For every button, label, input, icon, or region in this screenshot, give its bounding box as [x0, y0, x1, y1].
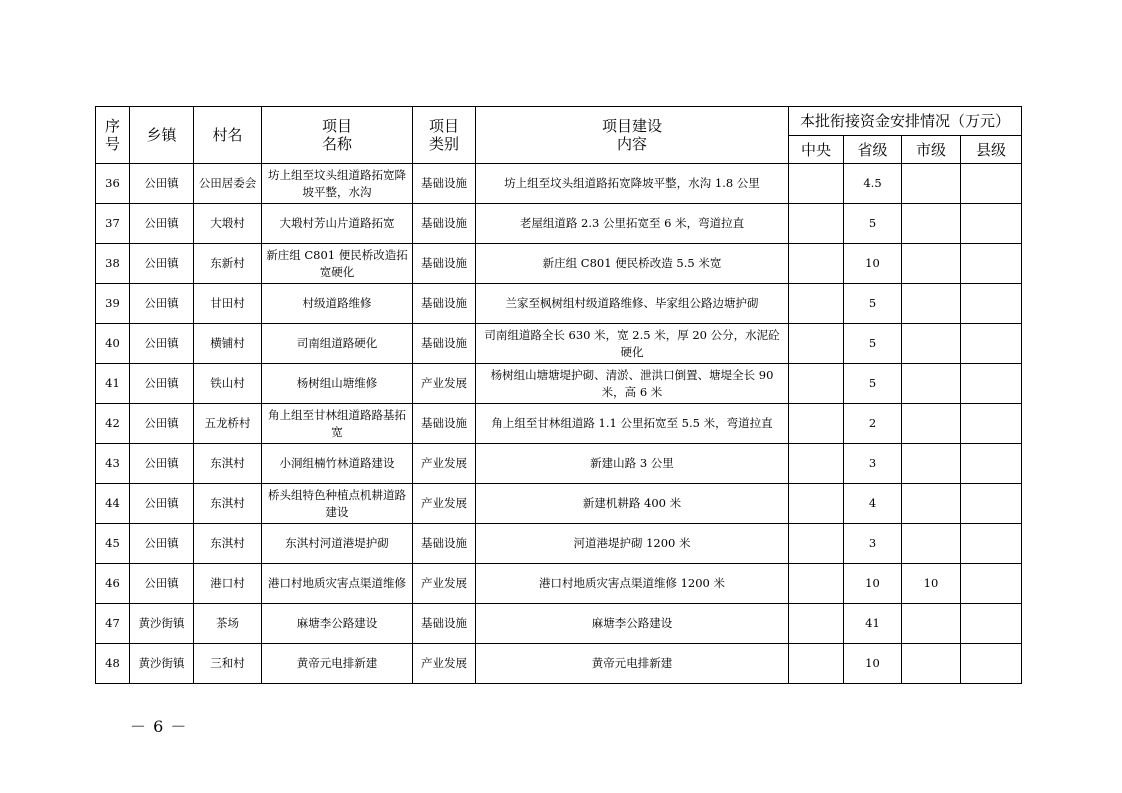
cell-project-name: 大塅村芳山片道路拓宽: [262, 204, 413, 244]
header-provincial: 省级: [844, 136, 902, 164]
cell-project-content: 坊上组至坟头组道路拓宽降坡平整，水沟 1.8 公里: [476, 164, 789, 204]
table-row: [96, 644, 1022, 684]
cell-project-name: 麻塘李公路建设: [262, 604, 413, 644]
cell-central: [789, 604, 844, 644]
cell-project-type: 产业发展: [413, 364, 476, 404]
cell-provincial: 3: [844, 524, 902, 564]
header-village: 村名: [194, 107, 262, 164]
cell-town: 公田镇: [130, 284, 194, 324]
cell-project-name: 角上组至甘林组道路路基拓宽: [262, 404, 413, 444]
table-row: [96, 204, 1022, 244]
cell-project-type: 产业发展: [413, 444, 476, 484]
cell-project-content: 司南组道路全长 630 米，宽 2.5 米，厚 20 公分，水泥砼硬化: [476, 324, 789, 364]
cell-seq: 48: [96, 644, 130, 684]
cell-seq: 38: [96, 244, 130, 284]
cell-project-type: 产业发展: [413, 564, 476, 604]
cell-project-content: 麻塘李公路建设: [476, 604, 789, 644]
cell-city: [902, 284, 961, 324]
cell-county: [961, 524, 1022, 564]
cell-village: 横铺村: [194, 324, 262, 364]
cell-county: [961, 204, 1022, 244]
cell-central: [789, 324, 844, 364]
cell-county: [961, 644, 1022, 684]
cell-project-content: 河道港堤护砌 1200 米: [476, 524, 789, 564]
table-row: [96, 404, 1022, 444]
cell-project-type: 基础设施: [413, 164, 476, 204]
cell-central: [789, 204, 844, 244]
header-project-content: 项目建设 内容: [476, 107, 789, 164]
cell-village: 铁山村: [194, 364, 262, 404]
cell-provincial: 4: [844, 484, 902, 524]
table-row: [96, 484, 1022, 524]
cell-city: 10: [902, 564, 961, 604]
cell-seq: 44: [96, 484, 130, 524]
cell-project-name: 杨树组山塘维修: [262, 364, 413, 404]
cell-central: [789, 444, 844, 484]
page-number: － 6 －: [130, 717, 188, 736]
cell-seq: 41: [96, 364, 130, 404]
cell-city: [902, 484, 961, 524]
cell-city: [902, 244, 961, 284]
cell-central: [789, 164, 844, 204]
cell-town: 公田镇: [130, 364, 194, 404]
cell-city: [902, 444, 961, 484]
cell-village: 东淇村: [194, 484, 262, 524]
header-funds-group: 本批衔接资金安排情况（万元）: [789, 107, 1022, 136]
cell-city: [902, 164, 961, 204]
cell-county: [961, 244, 1022, 284]
cell-project-type: 基础设施: [413, 404, 476, 444]
cell-seq: 42: [96, 404, 130, 444]
cell-provincial: 5: [844, 284, 902, 324]
cell-project-content: 新建山路 3 公里: [476, 444, 789, 484]
cell-project-type: 基础设施: [413, 204, 476, 244]
header-project-type: 项目 类别: [413, 107, 476, 164]
cell-central: [789, 364, 844, 404]
cell-county: [961, 364, 1022, 404]
cell-seq: 40: [96, 324, 130, 364]
cell-project-content: 港口村地质灾害点渠道维修 1200 米: [476, 564, 789, 604]
table-row: [96, 284, 1022, 324]
cell-town: 公田镇: [130, 484, 194, 524]
cell-city: [902, 604, 961, 644]
cell-central: [789, 244, 844, 284]
cell-central: [789, 484, 844, 524]
cell-village: 东淇村: [194, 524, 262, 564]
cell-village: 三和村: [194, 644, 262, 684]
cell-provincial: 2: [844, 404, 902, 444]
cell-town: 黄沙街镇: [130, 644, 194, 684]
cell-town: 公田镇: [130, 404, 194, 444]
cell-county: [961, 284, 1022, 324]
cell-project-name: 新庄组 C801 便民桥改造拓宽硬化: [262, 244, 413, 284]
cell-village: 茶场: [194, 604, 262, 644]
header-central: 中央: [789, 136, 844, 164]
cell-central: [789, 404, 844, 444]
cell-village: 东新村: [194, 244, 262, 284]
cell-town: 公田镇: [130, 204, 194, 244]
funding-table: [95, 106, 1022, 684]
cell-project-content: 角上组至甘林组道路 1.1 公里拓宽至 5.5 米，弯道拉直: [476, 404, 789, 444]
cell-seq: 39: [96, 284, 130, 324]
cell-project-name: 港口村地质灾害点渠道维修: [262, 564, 413, 604]
cell-town: 公田镇: [130, 324, 194, 364]
cell-provincial: 4.5: [844, 164, 902, 204]
cell-city: [902, 204, 961, 244]
header-seq: 序 号: [96, 107, 130, 164]
cell-provincial: 5: [844, 204, 902, 244]
cell-town: 公田镇: [130, 444, 194, 484]
cell-provincial: 5: [844, 324, 902, 364]
cell-project-type: 基础设施: [413, 604, 476, 644]
cell-project-name: 桥头组特色种植点机耕道路建设: [262, 484, 413, 524]
cell-provincial: 41: [844, 604, 902, 644]
cell-project-content: 兰家至枫树组村级道路维修、毕家组公路边塘护砌: [476, 284, 789, 324]
cell-village: 港口村: [194, 564, 262, 604]
cell-central: [789, 524, 844, 564]
cell-project-name: 小洞组楠竹林道路建设: [262, 444, 413, 484]
table-row: [96, 244, 1022, 284]
cell-central: [789, 564, 844, 604]
cell-project-name: 村级道路维修: [262, 284, 413, 324]
cell-seq: 43: [96, 444, 130, 484]
cell-county: [961, 444, 1022, 484]
header-town: 乡镇: [130, 107, 194, 164]
cell-project-content: 黄帝元电排新建: [476, 644, 789, 684]
cell-project-type: 产业发展: [413, 484, 476, 524]
cell-city: [902, 324, 961, 364]
cell-county: [961, 164, 1022, 204]
cell-seq: 47: [96, 604, 130, 644]
cell-town: 公田镇: [130, 564, 194, 604]
cell-project-type: 产业发展: [413, 644, 476, 684]
cell-project-content: 杨树组山塘塘堤护砌、清淤、泄洪口倒置、塘堤全长 90 米，高 6 米: [476, 364, 789, 404]
cell-county: [961, 484, 1022, 524]
cell-village: 大塅村: [194, 204, 262, 244]
cell-county: [961, 604, 1022, 644]
cell-city: [902, 524, 961, 564]
cell-town: 公田镇: [130, 164, 194, 204]
table-row: [96, 604, 1022, 644]
cell-city: [902, 364, 961, 404]
cell-town: 黄沙街镇: [130, 604, 194, 644]
cell-village: 东淇村: [194, 444, 262, 484]
cell-project-name: 东淇村河道港堤护砌: [262, 524, 413, 564]
cell-provincial: 10: [844, 564, 902, 604]
cell-seq: 45: [96, 524, 130, 564]
cell-village: 甘田村: [194, 284, 262, 324]
cell-seq: 46: [96, 564, 130, 604]
cell-seq: 36: [96, 164, 130, 204]
cell-town: 公田镇: [130, 524, 194, 564]
table-row: [96, 564, 1022, 604]
cell-county: [961, 324, 1022, 364]
cell-central: [789, 644, 844, 684]
header-project-name: 项目 名称: [262, 107, 413, 164]
cell-project-type: 基础设施: [413, 284, 476, 324]
cell-project-type: 基础设施: [413, 524, 476, 564]
table-row: [96, 444, 1022, 484]
header-city: 市级: [902, 136, 961, 164]
cell-project-content: 新庄组 C801 便民桥改造 5.5 米宽: [476, 244, 789, 284]
cell-city: [902, 644, 961, 684]
cell-project-name: 坊上组至坟头组道路拓宽降坡平整，水沟: [262, 164, 413, 204]
cell-village: 公田居委会: [194, 164, 262, 204]
cell-project-name: 司南组道路硬化: [262, 324, 413, 364]
cell-project-type: 基础设施: [413, 324, 476, 364]
cell-provincial: 3: [844, 444, 902, 484]
cell-project-content: 老屋组道路 2.3 公里拓宽至 6 米，弯道拉直: [476, 204, 789, 244]
cell-town: 公田镇: [130, 244, 194, 284]
table-row: [96, 324, 1022, 364]
table-row: [96, 524, 1022, 564]
cell-seq: 37: [96, 204, 130, 244]
cell-provincial: 10: [844, 244, 902, 284]
table-row: [96, 364, 1022, 404]
cell-central: [789, 284, 844, 324]
header-county: 县级: [961, 136, 1022, 164]
cell-county: [961, 404, 1022, 444]
cell-project-name: 黄帝元电排新建: [262, 644, 413, 684]
cell-village: 五龙桥村: [194, 404, 262, 444]
cell-project-content: 新建机耕路 400 米: [476, 484, 789, 524]
cell-project-type: 基础设施: [413, 244, 476, 284]
cell-city: [902, 404, 961, 444]
cell-county: [961, 564, 1022, 604]
table-body: [96, 164, 1022, 684]
cell-provincial: 10: [844, 644, 902, 684]
cell-provincial: 5: [844, 364, 902, 404]
table-row: [96, 164, 1022, 204]
